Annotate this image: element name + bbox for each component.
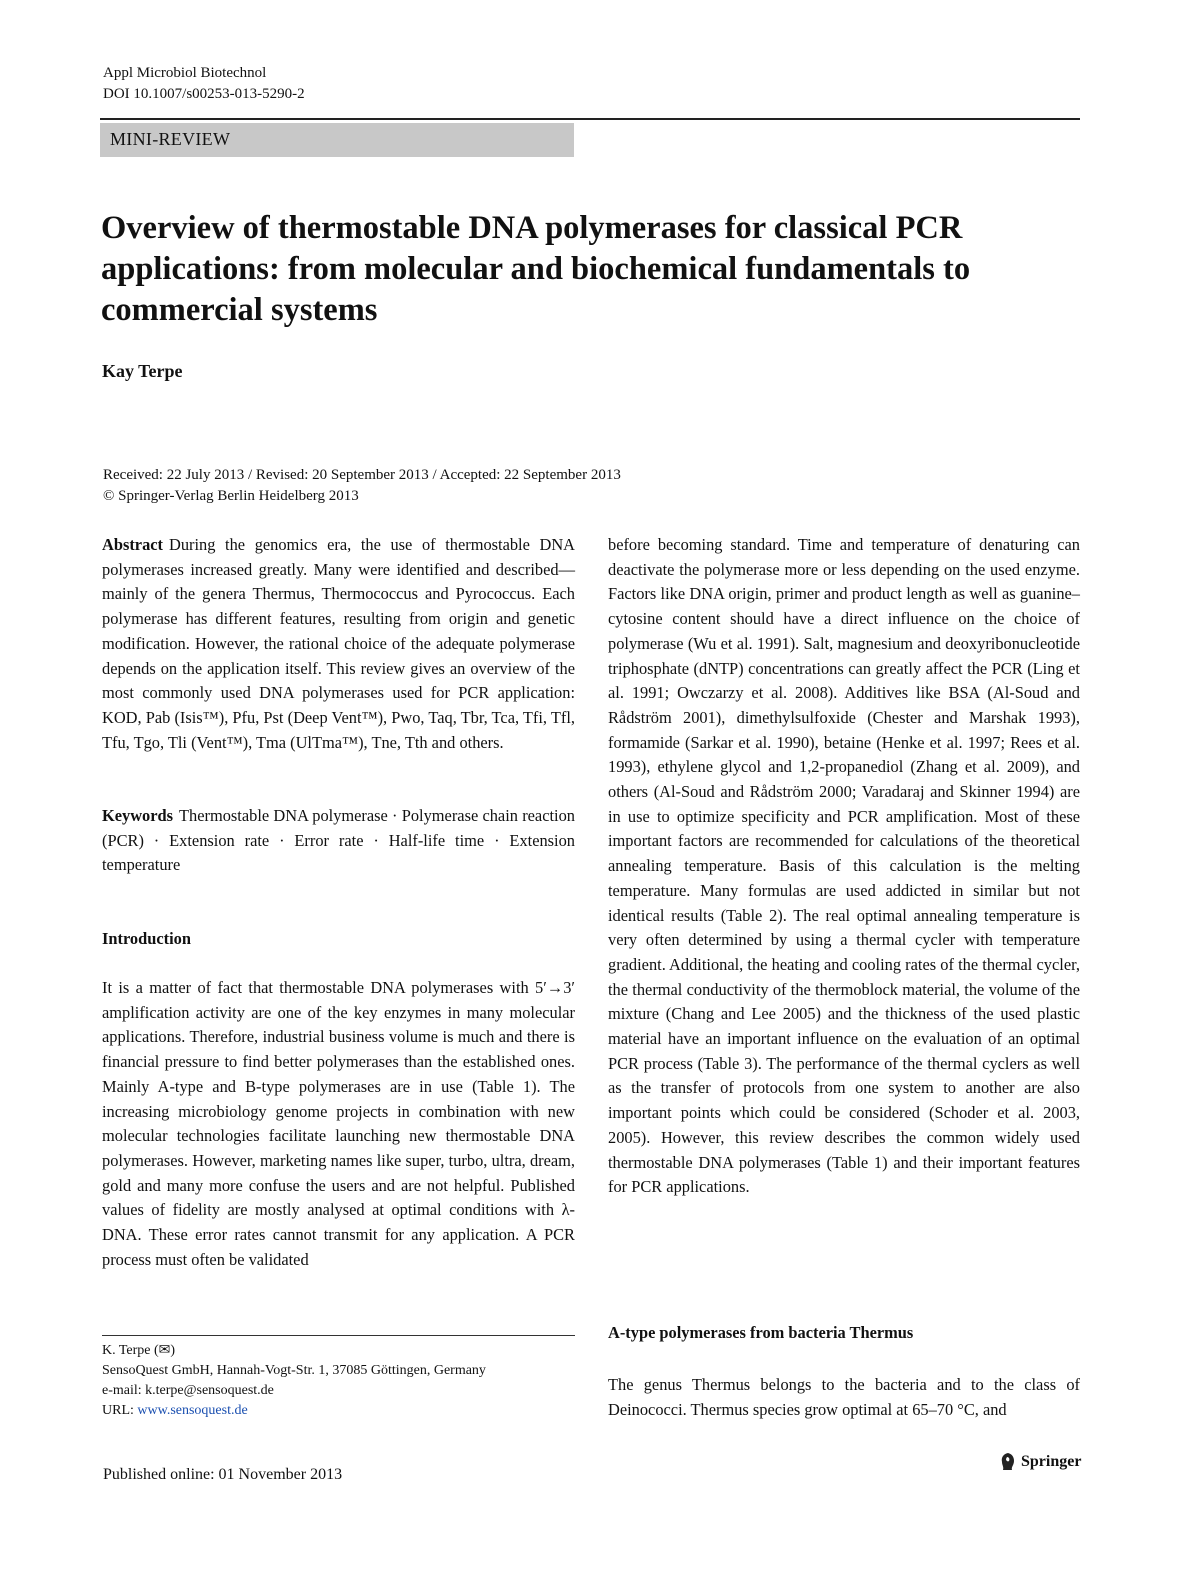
continuation-text: before becoming standard. Time and temperature of denaturing can deactivate the polymerase more or less depending on the used enzyme. Factors like DNA origin, primer and product length as well as guanine–cytosine content should have a direct influence on the choice of polymerase (Wu et al. 1991). Salt, magnesium and deoxyribonucleotide triphosphate (dNTP) concentrations can greatly affect the PCR (Ling et al. 1991; Owczarzy et al. 2008). Additives like BSA (Al-Soud and Rådström 2001), dimethylsulfoxide (Chester and Marshak 1993), formamide (Sarkar et al. 1990), betaine (Henke et al. 1997; Rees et al. 1993), ethylene glycol and 1,2-propanediol (Zhang et al. 2009), and others (Al-Soud and Rådström 2000; Varadaraj and Skinner 1994) are in use to optimize specificity and PCR amplification. Most of these important factors are recommended for calculations of the theoretical annealing temperature. Basis of this calculation is the melting temperature. Many formulas are used addicted in similar but not identical results (Table 2). The real optimal annealing temperature is very often determined by using a thermal cycler with temperature gradient. Additional, the heating and cooling rates of the thermal cycler, the thermal conductivity of the thermoblock material, the volume of the mixture (Chang and Lee 2005) and the thickness of the used plastic material have an important influence on the evaluation of an optimal PCR process (Table 3). The performance of the thermal cyclers as well as the transfer of protocols from one system to another are also important points which could be considered (Schoder et al. 2003, 2005). However, this review describes the common widely used thermostable DNA polymerases (Table 1) and their important features for PCR applications. (608, 535, 1080, 1197)
author-footnote (102, 1341, 575, 1421)
journal-name: Appl Microbiol Biotechnol (103, 65, 267, 81)
springer-wordmark: Springer (1021, 1453, 1082, 1470)
footnote-name: K. Terpe (✉) (102, 1343, 176, 1358)
springer-logo (999, 1452, 1081, 1472)
abstract-text: During the genomics era, the use of thermostable DNA polymerases increased greatly. Many were identified and described—mainly of the genera Thermus, Thermococcus and Pyrococcus. Each polymerase has different features, resulting from origin and genetic modification. However, the rational choice of the adequate polymerase depends on the application itself. This review gives an overview of the most commonly used DNA polymerases used for PCR application: KOD, Pab (Isis™), Pfu, Pst (Deep Vent™), Pwo, Taq, Tbr, Tca, Tfi, Tfl, Tfu, Tgo, Tli (Vent™), Tma (UlTma™), Tne, Tth and others. (102, 535, 575, 752)
section-heading-thermus: A-type polymerases from bacteria Thermus (608, 1323, 914, 1342)
received-line: Received: 22 July 2013 / Revised: 20 September 2013 / Accepted: 22 September 2013 (103, 467, 621, 483)
author: Kay Terpe (102, 361, 183, 381)
keywords-label: Keywords (102, 806, 174, 825)
introduction-text: It is a matter of fact that thermostable DNA polymerases with 5′→3′ amplification activity are one of the key enzymes in many molecular applications. Therefore, industrial business volume is much and there is financial pressure to find better polymerases than the established ones. Mainly A-type and B-type polymerases are in use (Table 1). The increasing microbiology genome projects in combination with new molecular technologies facilitate launching new thermostable DNA polymerases. However, marketing names like super, turbo, ultra, dream, gold and many more confuse the users and are not helpful. Published values of fidelity are mostly analysed at optimal conditions with λ-DNA. These error rates cannot transmit for any application. A PCR process must often be validated (102, 978, 575, 1269)
footnote-email: e-mail: k.terpe@sensoquest.de (102, 1383, 274, 1398)
springer-horse-icon (999, 1452, 1017, 1472)
section-text: The genus Thermus belongs to the bacteria and to the class of Deinococci. Thermus species grow optimal at 65–70 °C, and (608, 1375, 1080, 1419)
article-title: Overview of thermostable DNA polymerases for classical PCR applications: from molecular and biochemical fundamentals to commercial systems (101, 210, 971, 328)
footnote-affiliation: SensoQuest GmbH, Hannah-Vogt-Str. 1, 37085 Göttingen, Germany (102, 1363, 486, 1378)
website-link[interactable]: www.sensoquest.de (137, 1403, 248, 1418)
section-body-thermus (608, 1373, 1080, 1422)
abstract (102, 533, 575, 755)
published-online: Published online: 01 November 2013 (103, 1466, 343, 1483)
introduction-heading: Introduction (102, 929, 191, 948)
section-label: MINI-REVIEW (110, 129, 231, 149)
header-rule (100, 118, 1080, 120)
keywords-text: Thermostable DNA polymerase · Polymerase chain reaction (PCR) · Extension rate · Error rate · Half-life time · Extension temperature (102, 806, 575, 875)
footnote-rule (102, 1335, 575, 1336)
copyright: © Springer-Verlag Berlin Heidelberg 2013 (103, 488, 359, 504)
url-label: URL: (102, 1403, 134, 1418)
footnote-url-line (102, 1401, 575, 1421)
abstract-label: Abstract (102, 535, 163, 554)
journal-header (103, 63, 305, 105)
section-band (100, 123, 574, 157)
right-column-body (608, 533, 1080, 1200)
article-dates (103, 465, 621, 507)
introduction-body (102, 976, 575, 1272)
keywords (102, 804, 575, 878)
doi: DOI 10.1007/s00253-013-5290-2 (103, 86, 305, 102)
